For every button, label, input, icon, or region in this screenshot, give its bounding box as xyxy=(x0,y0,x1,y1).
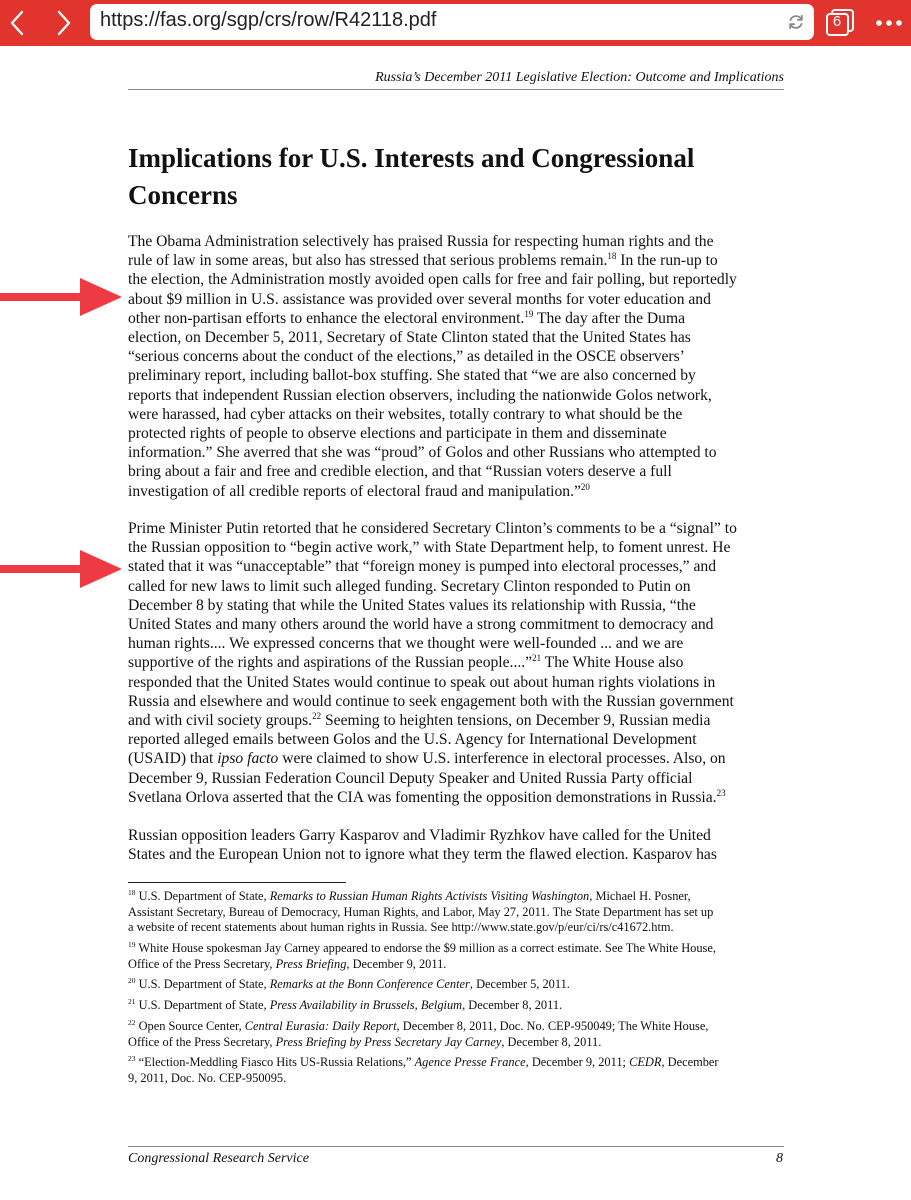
text-line: reports that independent Russian election observers, including the nationwide Golos network, xyxy=(128,386,712,404)
text-line: human rights.... We expressed concerns that we thought were well-founded ... and we are xyxy=(128,635,684,653)
text-line: Svetlana Orlova asserted that the CIA was fomenting the opposition demonstrations in Russia.$^{23}$ xyxy=(128,787,726,806)
address-bar[interactable] xyxy=(90,4,814,40)
text-line: stated that it was “unacceptable” that “foreign money is pumped into electoral processes,” and xyxy=(128,558,717,576)
body-paragraph xyxy=(128,826,786,864)
url-text: https://fas.org/sgp/crs/row/R42118.pdf xyxy=(100,9,437,31)
footnote-ref[interactable]: 22 xyxy=(312,710,322,721)
text-line: protected rights of people to observe elections and participate in them and disseminate xyxy=(128,425,667,443)
text-line: the election, the Administration mostly avoided open calls for free and fair polling, but reportedly xyxy=(128,271,737,289)
text-line: were harassed, had cyber attacks on their websites, totally contrary to what should be the xyxy=(128,405,683,423)
text-line: “serious concerns about the conduct of the elections,” as detailed in the OSCE observers’ xyxy=(128,348,685,366)
tabs-button[interactable] xyxy=(826,8,856,38)
text-line: States and the European Union not to ignore what they term the flawed election. Kasparov has xyxy=(128,846,717,864)
more-menu-icon xyxy=(874,13,904,33)
tab-count: 6 xyxy=(832,13,842,30)
text-line: other non-partisan efforts to enhance the electoral environment.$^{19}$ The day after the Duma xyxy=(128,308,686,327)
text-line: The Obama Administration selectively has praised Russia for respecting human rights and the xyxy=(128,233,714,250)
text-line: and with civil society groups.$^{22}$ Seeming to heighten tensions, on December 9, Russian media xyxy=(128,710,711,730)
forward-button[interactable] xyxy=(46,6,80,40)
body-paragraph xyxy=(128,232,786,501)
footnote-ref[interactable]: 21 xyxy=(532,653,542,664)
text-line: the Russian opposition to “begin active work,” with State Department help, to foment unrest. He xyxy=(128,539,731,557)
footnote-ref[interactable]: 20 xyxy=(580,481,590,492)
footer-publisher: Congressional Research Service xyxy=(128,1151,309,1166)
text-line: Russia and elsewhere and would continue to seek engagement both with the Russian government xyxy=(128,692,734,710)
reload-icon xyxy=(786,12,806,32)
text-line: called for new laws to limit such alleged funding. Secretary Clinton responded to Putin on xyxy=(128,577,691,595)
more-menu-button[interactable] xyxy=(874,13,904,33)
red-arrow-icon xyxy=(0,278,124,316)
footnote: $^{18}$ U.S. Department of State, Remarks to Russian Human Rights Activists Visiting Washington, Michael H. Posner, Assistant Secretary, Bureau of Democracy, Human Rights, and Labor, May 27, 2011. The State Department has set up a website of recent statements about human rights in Russia. See http://www.state.gov/p/eur/ci/rs/c41672.htm. xyxy=(128,887,714,935)
section-title-line: Implications for U.S. Interests and Congressional xyxy=(128,143,695,173)
page-number: 8 xyxy=(776,1151,783,1166)
text-line: investigation of all credible reports of electoral fraud and manipulation.”$^{20}$ xyxy=(128,481,590,500)
footer-divider xyxy=(128,1146,784,1147)
text-line: December 9, Russian Federation Council Deputy Speaker and United Russia Party official xyxy=(128,769,693,787)
text-line: election, on December 5, 2011, Secretary of State Clinton stated that the United States has xyxy=(128,329,691,347)
chevron-left-icon xyxy=(2,6,36,40)
text-line: bring about a fair and free and credible election, and that “Russian voters deserve a full xyxy=(128,463,672,481)
text-line: responded that the United States would continue to speak out about human rights violations in xyxy=(128,673,716,691)
footnote-ref[interactable]: 18 xyxy=(607,251,617,262)
running-header: Russia’s December 2011 Legislative Election: Outcome and Implications xyxy=(128,70,784,90)
body-paragraph xyxy=(128,519,786,807)
footnote: $^{20}$ U.S. Department of State, Remarks at the Bonn Conference Center, December 5, 2011. xyxy=(128,975,570,991)
text-line: reported alleged emails between Golos and the U.S. Agency for International Development xyxy=(128,731,697,749)
section-title xyxy=(128,140,788,214)
text-line: December 8 by stating that while the United States values its relationship with Russia, “the xyxy=(128,596,696,614)
reload-button[interactable] xyxy=(786,12,806,32)
footnote: $^{23}$ “Election-Meddling Fiasco Hits US-Russia Relations,” Agence Presse France, December 9, 2011; CEDR, December 9, 2011, Doc. No. CEP-950095. xyxy=(128,1053,719,1085)
text-line: United States and many others around the world have a strong commitment to democracy and xyxy=(128,616,714,634)
text-line: rule of law in some areas, but also has stressed that serious problems remain.$^{18}$ In the run-up to xyxy=(128,251,718,270)
text-line: information.” She averred that she was “proud” of Golos and other Russians who attempted to xyxy=(128,444,717,462)
footnote-ref[interactable]: 19 xyxy=(524,308,534,319)
text-line: Prime Minister Putin retorted that he considered Secretary Clinton’s comments to be a “signal” to xyxy=(128,520,737,537)
text-line: supportive of the rights and aspirations of the Russian people....”$^{21}$ The White House also xyxy=(128,653,684,672)
footnote: $^{21}$ U.S. Department of State, Press Availability in Brussels, Belgium, December 8, 2011. xyxy=(128,996,563,1012)
footnote: $^{22}$ Open Source Center, Central Eurasia: Daily Report, December 8, 2011, Doc. No. CEP-950049; The White House, Office of the Press Secretary, Press Briefing by Press Secretary Jay Carney, December 8, 2011. xyxy=(128,1017,709,1049)
section-title-line: Concerns xyxy=(128,180,238,210)
red-arrow-icon xyxy=(0,550,124,588)
footnote-divider xyxy=(128,882,346,883)
text-line: preliminary report, including ballot-box stuffing. She stated that “we are also concerned by xyxy=(128,367,696,385)
text-line: (USAID) that ipso facto were claimed to show U.S. interference in electoral processes. Also, on xyxy=(128,750,726,768)
text-line: about $9 million in U.S. assistance was provided over several months for voter education and xyxy=(128,290,711,308)
browser-toolbar xyxy=(0,0,911,46)
back-button[interactable] xyxy=(2,6,36,40)
footnote: $^{19}$ White House spokesman Jay Carney appeared to endorse the $9 million as a correct estimate. See The White House, Office of the Press Secretary, Press Briefing, December 9, 2011. xyxy=(128,939,716,971)
text-line: Russian opposition leaders Garry Kasparov and Vladimir Ryzhkov have called for the United xyxy=(128,827,711,844)
footnote-ref[interactable]: 23 xyxy=(716,787,726,798)
chevron-right-icon xyxy=(46,6,80,40)
